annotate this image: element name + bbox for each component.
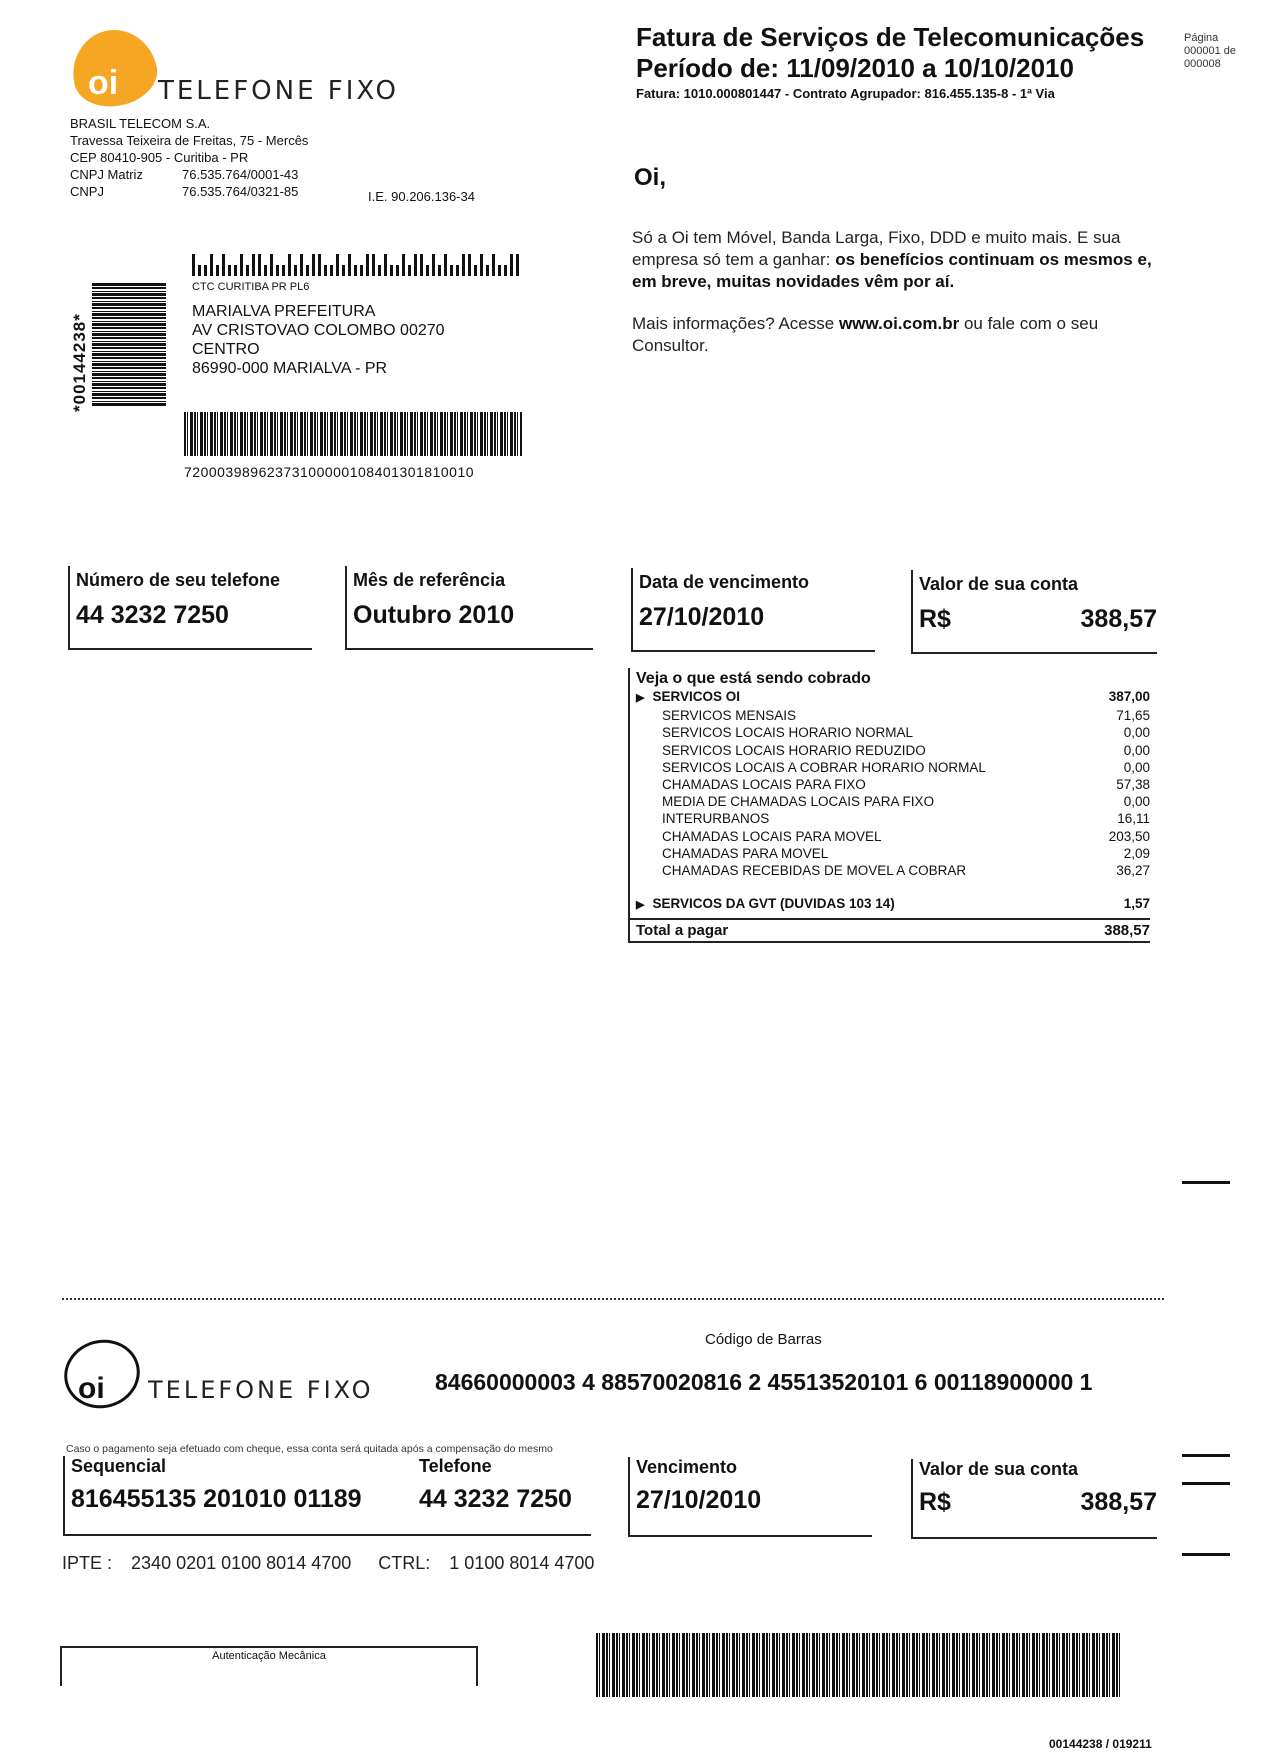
charge-label: CHAMADAS LOCAIS PARA FIXO xyxy=(662,777,866,793)
ipte-line xyxy=(62,1553,594,1574)
cheque-note: Caso o pagamento seja efetuado com cheque, essa conta será quitada após a compensação do mesmo xyxy=(66,1443,553,1455)
charge-row xyxy=(630,742,1150,759)
recipient-address xyxy=(192,302,445,378)
charge-label: SERVICOS MENSAIS xyxy=(662,708,797,724)
slip-amount-box xyxy=(911,1459,1157,1539)
slip-due-date: 27/10/2010 xyxy=(636,1486,762,1514)
vertical-barcode xyxy=(92,282,166,406)
cnpj-matriz: 76.535.764/0001-43 xyxy=(182,167,299,182)
invoice-title-line1: Fatura de Serviços de Telecomunicações xyxy=(636,22,1145,52)
routing-code: CTC CURITIBA PR PL6 xyxy=(192,281,310,293)
logo-text: oi xyxy=(88,64,119,102)
sequence-label: Sequencial xyxy=(71,1456,167,1476)
amount-label: Valor de sua conta xyxy=(919,574,1079,594)
charge-row xyxy=(630,862,1150,879)
company-address-1: Travessa Teixeira de Freitas, 75 - Mercês xyxy=(70,133,309,148)
month-box xyxy=(345,566,593,650)
promo-text: Só a Oi tem Móvel, Banda Larga, Fixo, DDD e muito mais. E sua empresa só tem a ganhar: xyxy=(632,228,1121,269)
amount-value: 388,57 xyxy=(1080,605,1157,633)
recipient-district: CENTRO xyxy=(192,341,260,358)
ipte-label: IPTE : xyxy=(62,1553,113,1573)
due-date: 27/10/2010 xyxy=(639,603,765,631)
charge-row xyxy=(630,810,1150,827)
charge-row xyxy=(630,793,1150,810)
charge-value: 0,00 xyxy=(1123,759,1150,775)
phone-box xyxy=(68,566,312,650)
ie-number: I.E. 90.206.136-34 xyxy=(368,189,475,204)
brand-title: TELEFONE FIXO xyxy=(158,76,400,106)
section-name: ▶ SERVICOS DA GVT (DUVIDAS 103 14) xyxy=(630,895,895,914)
slip-amount-label: Valor de sua conta xyxy=(919,1459,1079,1479)
cnpj-label: CNPJ xyxy=(70,184,104,199)
slip-logo-text: oi xyxy=(78,1372,105,1405)
slip-phone-block xyxy=(419,1456,572,1514)
charge-label: CHAMADAS PARA MOVEL xyxy=(662,845,829,861)
footer-code: 00144238 / 019211 xyxy=(1049,1737,1152,1751)
margin-mark xyxy=(1182,1482,1230,1485)
info-text-end: ou fale com o seu Consultor. xyxy=(632,314,1099,355)
invoice-subtitle: Fatura: 1010.000801447 - Contrato Agrupador: 816.455.135-8 - 1ª Via xyxy=(636,86,1055,101)
slip-currency: R$ xyxy=(919,1488,951,1516)
charge-label: CHAMADAS RECEBIDAS DE MOVEL A COBRAR xyxy=(662,863,967,879)
company-block xyxy=(70,115,400,200)
barcode-label: Código de Barras xyxy=(705,1331,822,1348)
cnpj: 76.535.764/0321-85 xyxy=(182,184,299,199)
promo-message xyxy=(632,227,1162,293)
charge-value: 0,00 xyxy=(1123,794,1150,810)
recipient-barcode xyxy=(184,412,522,456)
slip-amount: 388,57 xyxy=(1080,1488,1157,1516)
charge-value: 57,38 xyxy=(1116,777,1150,793)
charge-label: INTERURBANOS xyxy=(662,811,770,827)
slip-phone: 44 3232 7250 xyxy=(419,1485,572,1513)
month-label: Mês de referência xyxy=(353,570,506,590)
charge-row xyxy=(630,707,1150,724)
reference-month: Outubro 2010 xyxy=(353,601,515,629)
recipient-street: AV CRISTOVAO COLOMBO 00270 xyxy=(192,322,445,339)
postnet-barcode xyxy=(192,252,519,276)
charge-row xyxy=(630,845,1150,862)
company-address-2: CEP 80410-905 - Curitiba - PR xyxy=(70,150,249,165)
charge-row xyxy=(630,776,1150,793)
charge-label: SERVICOS LOCAIS HORARIO NORMAL xyxy=(662,725,914,741)
charges-section xyxy=(630,688,1150,707)
info-text: Mais informações? Acesse xyxy=(632,314,835,333)
page-label: Página xyxy=(1184,32,1219,44)
phone-number: 44 3232 7250 xyxy=(76,601,229,629)
mechanical-auth-box xyxy=(60,1646,478,1686)
company-name: BRASIL TELECOM S.A. xyxy=(70,116,211,131)
greeting: Oi, xyxy=(634,164,667,191)
charge-row xyxy=(630,828,1150,845)
charge-value: 16,11 xyxy=(1117,811,1150,827)
page-number: 000001 de xyxy=(1184,45,1236,57)
charge-row xyxy=(630,724,1150,741)
due-label: Data de vencimento xyxy=(639,572,810,592)
charge-label: SERVICOS LOCAIS HORARIO REDUZIDO xyxy=(662,742,926,758)
total-value: 388,57 xyxy=(1104,922,1150,940)
charge-value: 2,09 xyxy=(1123,845,1150,861)
slip-brand-title: TELEFONE FIXO xyxy=(148,1376,374,1404)
charges-section xyxy=(630,895,1150,914)
payment-barcode xyxy=(596,1633,1120,1697)
page-total: 000008 xyxy=(1184,58,1221,70)
charges-title: Veja o que está sendo cobrado xyxy=(636,670,871,687)
charge-value: 0,00 xyxy=(1123,725,1150,741)
cnpj-matriz-label: CNPJ Matriz xyxy=(70,167,143,182)
promo-highlight: os benefícios continuam os mesmos e, em breve, muitas novidades vêm por aí. xyxy=(632,250,1152,291)
sequence-number: 816455135 201010 01189 xyxy=(71,1485,362,1513)
margin-mark xyxy=(1182,1553,1230,1556)
invoice-title xyxy=(636,22,1144,84)
section-name: ▶ SERVICOS OI xyxy=(630,688,740,707)
charge-label: SERVICOS LOCAIS A COBRAR HORARIO NORMAL xyxy=(662,759,986,775)
ipte-number: 2340 0201 0100 8014 4700 xyxy=(131,1553,352,1573)
page-indicator xyxy=(1184,32,1236,71)
cut-line xyxy=(62,1298,1164,1300)
slip-due-box xyxy=(628,1457,872,1537)
charge-value: 71,65 xyxy=(1116,708,1150,724)
ctrl-number: 1 0100 8014 4700 xyxy=(449,1553,595,1573)
sequence-box xyxy=(63,1456,591,1536)
charge-row xyxy=(630,759,1150,776)
amount-box xyxy=(911,570,1157,654)
charge-label: MEDIA DE CHAMADAS LOCAIS PARA FIXO xyxy=(662,794,935,810)
ctrl-label: CTRL: xyxy=(378,1553,431,1573)
sequence-block xyxy=(71,1456,419,1514)
website-link[interactable]: www.oi.com.br xyxy=(838,314,960,333)
charge-value: 36,27 xyxy=(1116,863,1150,879)
charge-label: CHAMADAS LOCAIS PARA MOVEL xyxy=(662,828,882,844)
currency: R$ xyxy=(919,605,951,633)
slip-phone-label: Telefone xyxy=(419,1456,492,1476)
total-row xyxy=(630,918,1150,943)
section-value: 387,00 xyxy=(1108,689,1150,704)
recipient-name: MARIALVA PREFEITURA xyxy=(192,303,376,320)
margin-mark xyxy=(1182,1454,1230,1457)
recipient-barcode-number: 72000398962373100000108401301810010 xyxy=(184,464,475,480)
invoice-period: Período de: 11/09/2010 a 10/10/2010 xyxy=(636,53,1074,83)
slip-due-label: Vencimento xyxy=(636,1457,738,1477)
due-box xyxy=(631,568,875,652)
charge-value: 203,50 xyxy=(1108,828,1150,844)
mechanical-auth-label: Autenticação Mecânica xyxy=(212,1650,326,1662)
charges-table xyxy=(628,668,1150,943)
recipient-city: 86990-000 MARIALVA - PR xyxy=(192,360,388,377)
barcode-digits: 84660000003 4 88570020816 2 45513520101 6 00118900000 1 xyxy=(435,1369,1093,1395)
margin-mark xyxy=(1182,1181,1230,1184)
charge-value: 0,00 xyxy=(1123,742,1150,758)
phone-label: Número de seu telefone xyxy=(76,570,281,590)
section-value: 1,57 xyxy=(1123,896,1150,912)
vertical-code: *00144238* xyxy=(70,313,89,412)
info-message xyxy=(632,313,1162,357)
total-label: Total a pagar xyxy=(636,922,729,940)
